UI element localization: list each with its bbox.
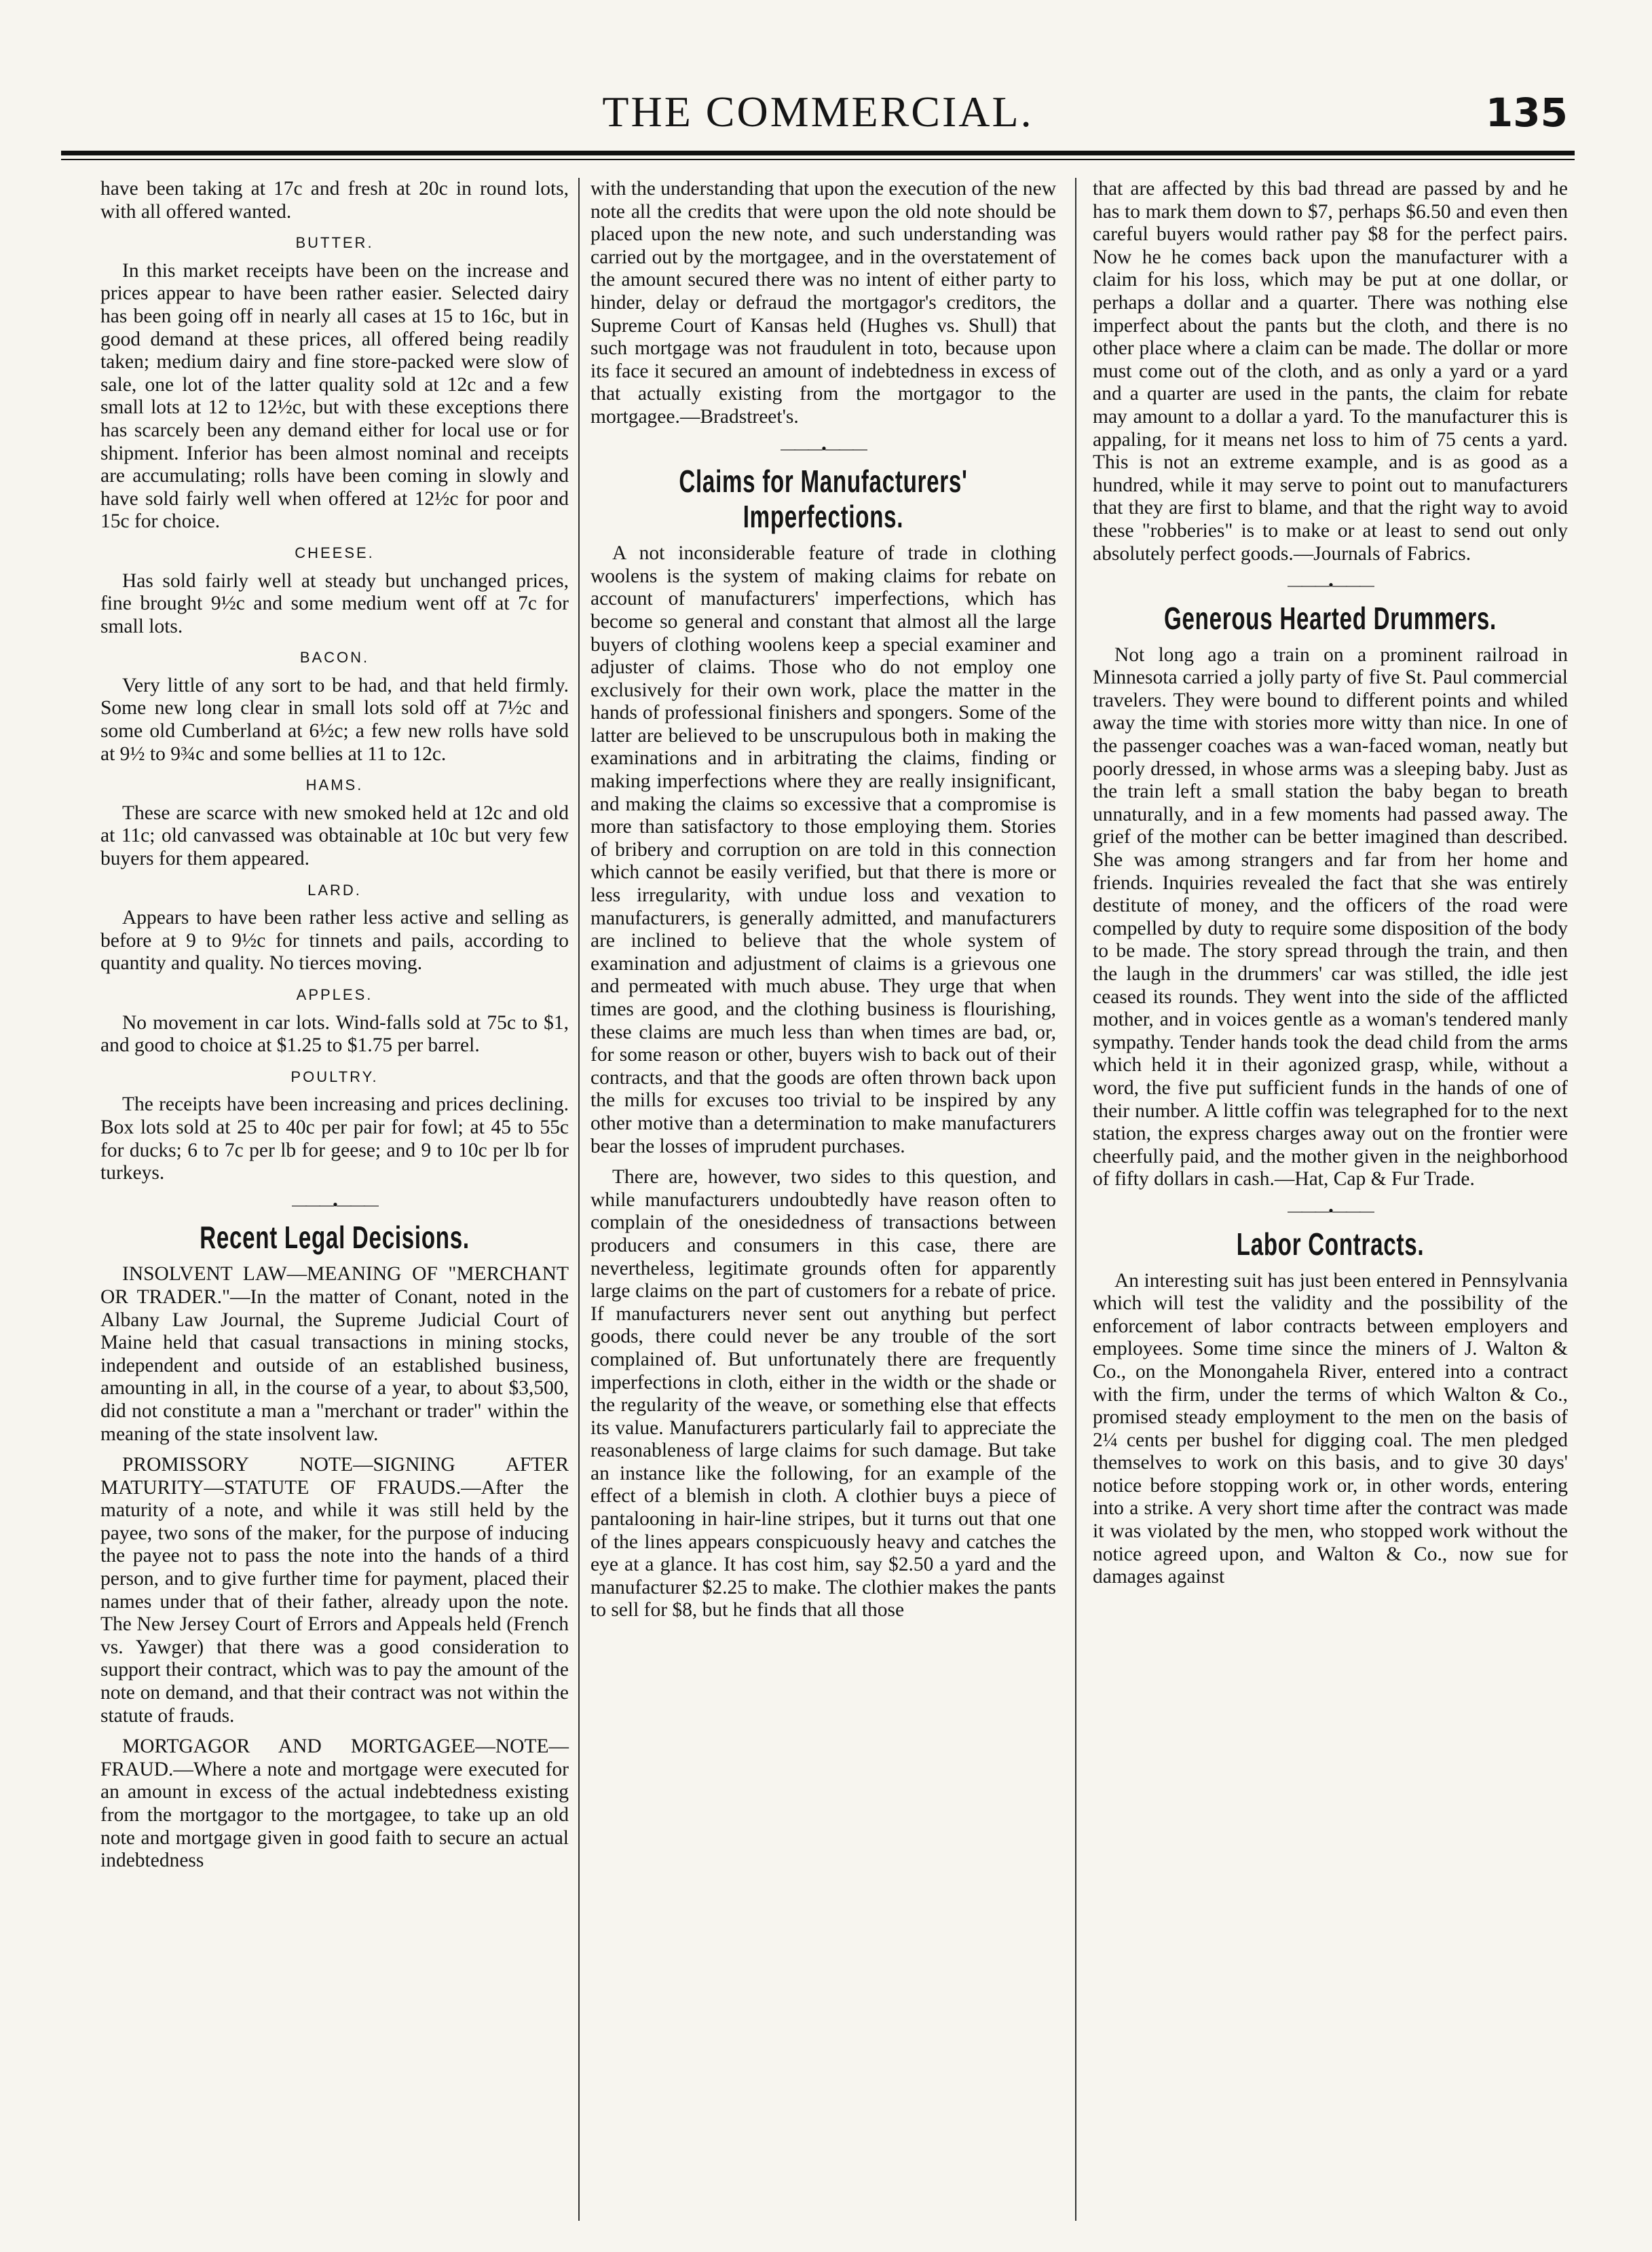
article-text-legal-1: INSOLVENT LAW—MEANING OF "MERCHANT OR TRADER."—In the matter of Conant, noted in the Albany Law Journal, the Supreme Judicial Court of Maine held that casual transactions in mining stocks, independent and outside of an established business, amounting in all, in the course of a year, to about $3,500, did not constitute a man a "merchant or trader" within the meaning of the state insolvent law.: [100, 1263, 569, 1445]
column-divider-1: [578, 178, 580, 2221]
section-subhead-hams: HAMS.: [305, 776, 364, 794]
article-text-claims-2: There are, however, two sides to this question, and while manufacturers undoubtedly have reason often to complain of the onesidedness of transactions between producers and consumers in this case, there are nevertheless, legitimate grounds often for apparently large claims on the part of customers for a rebate of price. If manufacturers never sent out anything but perfect goods, there could never be any trouble of the sort complained of. But unfortunately there are frequently imperfections in cloth, either in the width or the shade or the regularity of the weave, or something else that effects its value. Manufacturers particularly fail to appreciate the reasonableness of large claims for such damage. But take an instance like the following, for an example of the effect of a blemish in cloth. A clothier buys a piece of pantalooning in hair-line stripes, but it turns out that one of the lines appears conspicuously heavy and catches the eye at a glance. It has cost him, say $2.50 a yard and the manufacturer $2.25 to make. The clothier makes the pants to sell for $8, but he finds that all those: [590, 1166, 1056, 1621]
separator-ornament: ———•———: [1288, 576, 1373, 594]
page-number: 135: [1485, 90, 1568, 136]
headline-claims-imperfections: Claims for Manufacturers' Imperfections.: [679, 464, 968, 535]
article-text-apples: No movement in car lots. Wind-falls sold at 75c to $1, and good to choice at $1.25 to $1.75 per barrel.: [100, 1011, 569, 1057]
article-text-poultry: The receipts have been increasing and prices declining. Box lots sold at 25 to 40c per pair for fowl; at 45 to 55c for ducks; 6 to 7c per lb for geese; and 9 to 10c per lb for turkeys.: [100, 1093, 569, 1184]
column-2: [590, 178, 1056, 1630]
article-text: that are affected by this bad thread are passed by and he has to mark them down to $7, perhaps $6.50 and even then careful buyers would rather pay $8 for the perfect pairs. Now he he comes back upon the manufacturer with a claim for his loss, which may be put at one dollar, or perhaps a dollar and a quarter. There was nothing else imperfect about the pants but the cloth, and there is no other place where a claim can be made. The dollar or more must come out of the cloth, and as only a yard or a yard and a quarter are used in the pants, the claim for rebate may amount to a dollar a yard. To the manufacturer this is appaling, for it means net loss to him of 75 cents a yard. This is not an extreme example, and is as good as a hundred, while it may serve to point out to manufacturers that they are first to blame, and that the right way to avoid these "robberies" is to make or at least to send out only absolutely perfect goods.—Journals of Fabrics.: [1093, 178, 1568, 565]
headline-labor-contracts: Labor Contracts.: [1236, 1226, 1425, 1262]
section-subhead-bacon: BACON.: [299, 649, 370, 667]
article-text-bacon: Very little of any sort to be had, and that held firmly. Some new long clear in small lots sold off at 7½c and some old Cumberland at 6½c; a few new rolls have sold at 9½ to 9¾c and some bellies at 11 to 12c.: [100, 674, 569, 765]
article-text-legal-2: PROMISSORY NOTE—SIGNING AFTER MATURITY—STATUTE OF FRAUDS.—After the maturity of a note, and while it was still held by the payee, two sons of the maker, for the purpose of inducing the payee not to pass the note into the hands of a third person, and to give further time for payment, placed their names under that of their father, already upon the note. The New Jersey Court of Errors and Appeals held (French vs. Yawger) that there was a good consideration to support their contract, which was to pay the amount of the note on demand, and that their contract was not within the statute of frauds.: [100, 1454, 569, 1727]
article-text-hams: These are scarce with new smoked held at 12c and old at 11c; old canvassed was obtainable at 10c but very few buyers for them appeared.: [100, 802, 569, 870]
separator-ornament: ———•———: [1288, 1201, 1373, 1219]
headline-recent-legal-decisions: Recent Legal Decisions.: [200, 1220, 470, 1256]
newspaper-title: THE COMMERCIAL.: [602, 88, 1034, 136]
section-subhead-lard: LARD.: [307, 881, 362, 899]
article-text: have been taking at 17c and fresh at 20c in round lots, with all offered wanted.: [100, 178, 569, 223]
article-text-lard: Appears to have been rather less active and selling as before at 9 to 9½c for tinnets and pails, according to quantity and quality. No tierces moving.: [100, 907, 569, 975]
column-3: [1093, 178, 1568, 1597]
column-1: [100, 178, 569, 1881]
article-text-cheese: Has sold fairly well at steady but unchanged prices, fine brought 9½c and some medium went off at 7c for small lots.: [100, 569, 569, 637]
article-text-drummers: Not long ago a train on a prominent railroad in Minnesota carried a jolly party of five St. Paul commercial travelers. They were bound to different points and whiled away the time with stories more witty than nice. In one of the passenger coaches was a wan-faced woman, neatly but poorly dressed, in whose arms was a sleeping baby. Just as the train left a small station the baby began to breath unnaturally, and in a few moments had passed away. The grief of the mother can be better imagined than described. She was among strangers and far from her home and friends. Inquiries revealed the fact that she was entirely destitute of money, and the officers of the road were compelled by duty to require some disposition of the body to be made. The story spread through the train, and then the laugh in the drummers' car was stilled, the idle jest ceased its rounds. They went into the side of the afflicted mother, and in voices gentle as a woman's tendered manly sympathy. Tender hands took the dead child from the arms which held it in their agonized grasp, while, without a word, the five put sufficient funds in the hands of one of their number. A little coffin was telegraphed for to the next station, the express charges away out on the frontier were cheerfully paid, and the mother given in the neighborhood of fifty dollars in cash.—Hat, Cap & Fur Trade.: [1093, 643, 1568, 1190]
article-text-legal-3: MORTGAGOR AND MORTGAGEE—NOTE—FRAUD.—Where a note and mortgage were executed for an amount in excess of the actual indebtedness existing from the mortgagor to the mortgagee, to take up an old note and mortgage given in good faith to secure an actual indebtedness: [100, 1735, 569, 1872]
masthead: [61, 81, 1575, 147]
section-subhead-apples: APPLES.: [296, 986, 373, 1003]
article-text-butter: In this market receipts have been on the increase and prices appear to have been rather easier. Selected dairy has been going off in nearly all cases at 15 to 16c, but in good demand at these prices, all offered being readily taken; medium dairy and fine store-packed were slow of sale, one lot of the latter quality sold at 12c and a few small lots at 12 to 12½c, but with these exceptions there has scarcely been any demand either for local use or for shipment. Inferior has been almost nominal and receipts are accumulating; rolls have been coming in slowly and have sold fairly well when offered at 12½c for poor and 15c for choice.: [100, 259, 569, 533]
headline-generous-drummers: Generous Hearted Drummers.: [1164, 600, 1497, 636]
header-rule-thick: [61, 151, 1575, 155]
article-text-labor: An interesting suit has just been entered in Pennsylvania which will test the validity and the possibility of the enforcement of labor contracts between employers and employees. Some time since the miners of J. Walton & Co., on the Monongahela River, entered into a contract with the firm, under the terms of which Walton & Co., promised steady employment to the men on the basis of 2¼ cents per bushel for digging coal. The men pledged themselves to work on this basis, and to give 30 days' notice before stopping work or, in other words, entering into a strike. A very short time after the contract was made it was violated by the men, who stopped work without the notice agreed upon, and Walton & Co., now sue for damages against: [1093, 1269, 1568, 1588]
article-text: with the understanding that upon the execution of the new note all the credits that were upon the old note should be placed upon the new note, and such understanding was carried out by the mortgagee, and in the overstatement of the amount secured there was no intent of either party to hinder, delay or defraud the mortgagor's creditors, the Supreme Court of Kansas held (Hughes vs. Shull) that such mortgage was not fraudulent in toto, because upon its face it secured an amount of indebtedness in excess of that actually existing from the mortgagor to the mortgagee.—Bradstreet's.: [590, 178, 1056, 428]
section-subhead-poultry: POULTRY.: [290, 1068, 379, 1085]
section-subhead-cheese: CHEESE.: [295, 544, 375, 561]
header-rule-thin: [61, 159, 1575, 160]
separator-ornament: ———•———: [781, 439, 866, 457]
section-subhead-butter: BUTTER.: [295, 234, 374, 252]
separator-ornament: ———•———: [292, 1195, 377, 1213]
column-divider-2: [1075, 178, 1076, 2221]
article-text-claims-1: A not inconsiderable feature of trade in clothing woolens is the system of making claims for rebate on account of manufacturers' imperfections, which has become so general and constant that almost all the large buyers of clothing woolens keep a special examiner and adjuster of claims. Those who do not employ one exclusively for their own work, place the matter in the hands of professional finishers and spongers. Some of the latter are believed to be unscrupulous both in making the examinations and in arbitrating the claims, finding or making imperfections where they are really insignificant, and making the claims so excessive that a compromise is more than satisfactory to those employing them. Stories of bribery and corruption on are told in this connection which cannot be easily verified, but that there is more or less irregularity, with undue loss and vexation to manufacturers, is generally admitted, and manufacturers are inclined to believe that the whole system of examination and adjustment of claims is a grievous one and permeated with much abuse. They urge that when times are good, and the clothing business is flourishing, these claims are much less than when times are bad, or, for some reason or other, buyers wish to back out of their contracts, and that the goods are often thrown back upon the mills for excuses too trivial to be inspired by any other motive than a determination to make manufacturers bear the losses of imprudent purchases.: [590, 542, 1056, 1157]
